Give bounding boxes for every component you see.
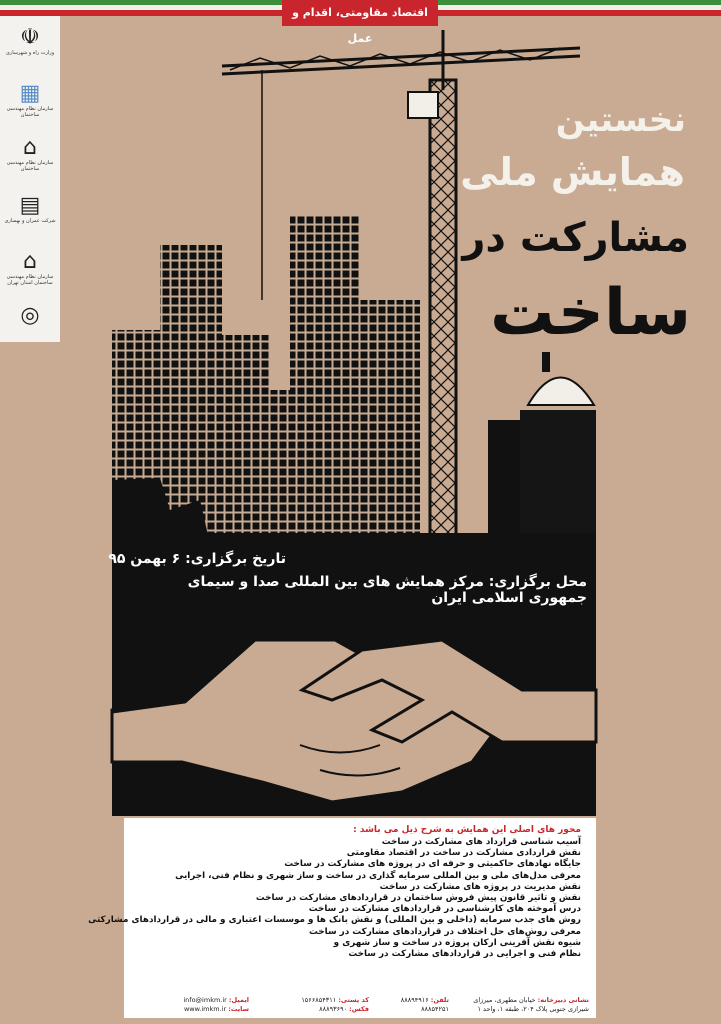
list-item: روش های جذب سرمایه (داخلی و بین المللی) و نقش بانک ها و موسسات اعتباری و مالی در قراردادهای مشارکتی	[88, 915, 581, 926]
email-site-info: ایمیل: info@imkm.ir سایت: www.imkm.ir	[183, 996, 249, 1013]
list-item: شیوه نقش آفرینی ارکان پروژه در ساخت و ساز شهری و	[333, 937, 581, 948]
postal-fax-info: کد پستی: ۱۵۶۶۸۵۴۳۱۱ فکس: ۸۸۸۹۳۶۹۰	[301, 996, 369, 1013]
iran-emblem-icon: ☫ وزارت راه و شهرسازی	[5, 25, 55, 56]
list-item: آسیب شناسی قرارداد های مشارکت در ساخت	[381, 837, 581, 847]
phone-info: تلفن: ۸۸۸۹۴۹۱۶ ۸۸۸۵۴۲۵۱	[400, 996, 449, 1013]
list-item: جایگاه نهادهای حاکمیتی و حرفه ای در پروژه های مشارکت در ساخت	[284, 859, 581, 870]
email-link[interactable]: info@imkm.ir	[183, 996, 227, 1004]
list-item: نقش مدیریت در پروژه های مشارکت در ساخت	[379, 881, 581, 892]
list-item: نقش قراردادی مشارکت در ساخت در اقتصاد مقاومتی	[346, 848, 581, 859]
list-item: نقش و تاثیر قانون پیش فروش ساختمان در قراردادهای مشارکت در ساخت	[255, 893, 581, 904]
list-item: درس آموخته های کارشناسی در قراردادهای مشارکت در ساخت	[308, 904, 581, 915]
event-venue: محل برگزاری: مرکز همایش های بین المللی صدا و سیمای جمهوری اسلامی ایران	[187, 574, 587, 606]
house-logo-icon: ⌂ سازمان نظام مهندسی ساختمان	[6, 135, 54, 172]
event-date: تاریخ برگزاری: ۶ بهمن ۹۵	[108, 551, 286, 567]
title-line-first: نخستین	[555, 100, 686, 140]
list-item: معرفی روش‌های حل اختلاف در قراردادهای مشارکت در ساخت	[309, 926, 581, 937]
list-item: معرفی مدل‌های ملی و بین المللی سرمایه گذاری در ساخت و ساز شهری و نظام فنی، اجرایی	[175, 870, 581, 881]
list-item: نظام فنی و اجرایی در قراردادهای مشارکت در ساخت	[348, 949, 581, 960]
topics-list	[88, 837, 581, 960]
round-seal-icon: ◎	[20, 303, 40, 328]
title-line-construction: ساخت	[490, 276, 691, 350]
stairs-logo-icon: ▤ شرکت عمران و بهسازی	[4, 193, 56, 224]
website-link[interactable]: www.imkm.ir	[183, 1005, 227, 1013]
house-logo-icon: ⌂ سازمان نظام مهندسی ساختمان استان تهران	[6, 249, 54, 286]
topics-heading: محور های اصلی این همایش به شرح ذیل می باشد :	[353, 825, 581, 835]
slogan-banner: اقتصاد مقاومتی، اقدام و عمل	[282, 0, 438, 26]
title-line-partnership: مشارکت در	[462, 215, 689, 261]
secretariat-address: نشانی دبیرخانه: خیابان مطهری، میرزای شیرازی جنوبی پلاک ۲۰۴، طبقه ۱، واحد ۱	[473, 996, 589, 1013]
grid-logo-icon: ▦ سازمان نظام مهندسی ساختمان	[6, 81, 54, 118]
title-line-conference: همایش ملی	[460, 150, 685, 194]
